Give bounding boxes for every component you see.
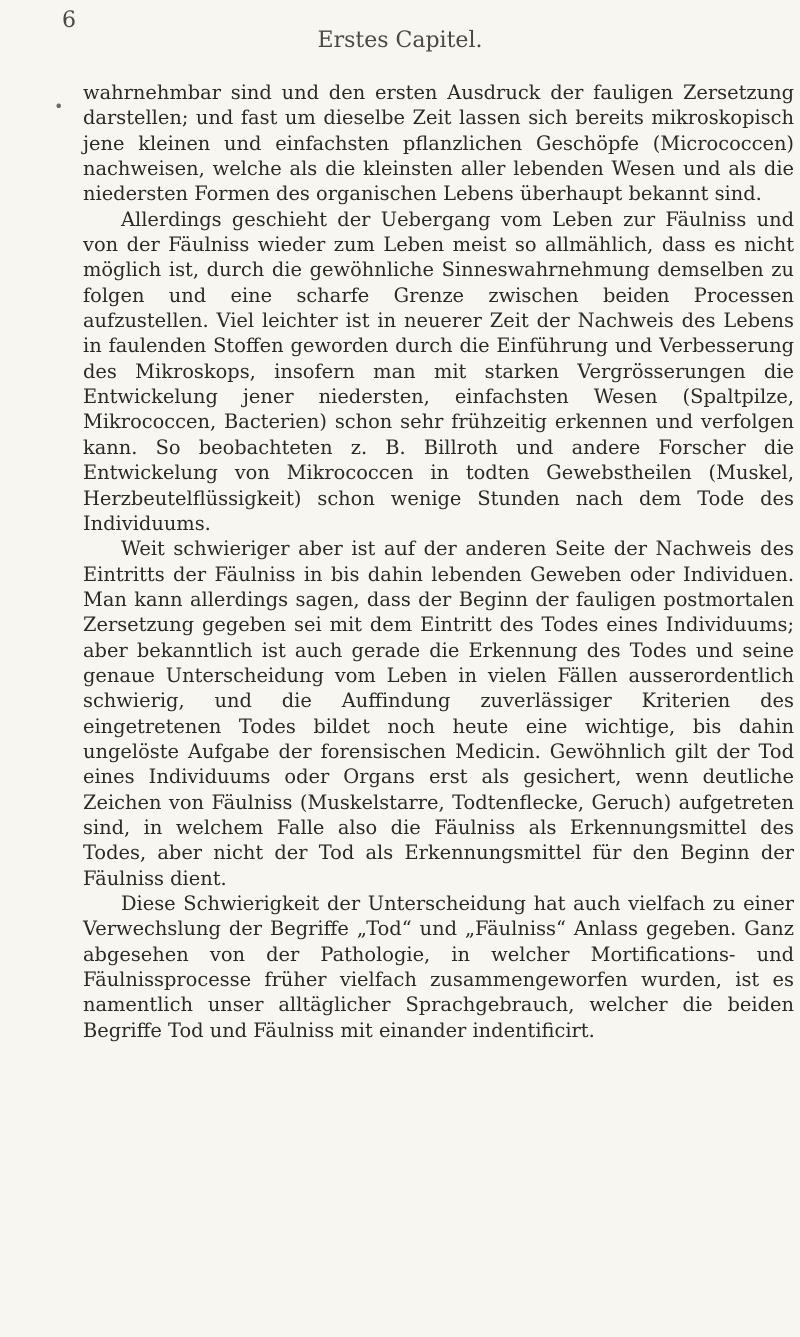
paragraph-2: Allerdings geschieht der Uebergang vom Leben zur Fäulniss und von der Fäulniss wieder zum Leben meist so allmählich, dass es nicht möglich ist, durch die gewöhnliche Sinneswahrnehmung demselben zu folgen und eine scharfe Grenze zwischen beiden Processen aufzustellen. Viel leichter ist in neuerer Zeit der Nachweis des Lebens in faulenden Stoffen geworden durch die Einführung und Verbesserung des Mikroskops, insofern man mit starken Vergrösserungen die Entwickelung jener niedersten, einfachsten Wesen (Spaltpilze, Mikrococcen, Bacterien) schon sehr frühzeitig erkennen und verfolgen kann. So beobachteten z. B. Billroth und andere Forscher die Entwickelung von Mikrococcen in todten Gewebstheilen (Muskel, Herzbeutelflüssigkeit) schon wenige Stunden nach dem Tode des Individuums. bbox=[83, 207, 794, 535]
margin-mark: • bbox=[54, 97, 64, 116]
running-title: Erstes Capitel. bbox=[317, 28, 483, 53]
body-text bbox=[83, 80, 794, 1043]
paragraph-4: Diese Schwierigkeit der Unterscheidung hat auch vielfach zu einer Verwechslung der Begriffe „Tod“ und „Fäulniss“ Anlass gegeben. Ganz abgesehen von der Pathologie, in welcher Mortifications- und Fäulnissprocesse früher vielfach zusammengeworfen wurden, ist es namentlich unser alltäglicher Sprachgebrauch, welcher die beiden Begriffe Tod und Fäulniss mit einander indentificirt. bbox=[83, 892, 794, 1042]
page-number: 6 bbox=[62, 8, 76, 33]
paragraph-3: Weit schwieriger aber ist auf der anderen Seite der Nachweis des Eintritts der Fäulniss in bis dahin lebenden Geweben oder Individuen. Man kann allerdings sagen, dass der Beginn der fauligen postmortalen Zersetzung gegeben sei mit dem Eintritt des Todes eines Individuums; aber bekanntlich ist auch gerade die Erkennung des Todes und seine genaue Unterscheidung vom Leben in vielen Fällen ausserordentlich schwierig, und die Auffindung zuverlässiger Kriterien des eingetretenen Todes bildet noch heute eine wichtige, bis dahin ungelöste Aufgabe der forensischen Medicin. Gewöhnlich gilt der Tod eines Individuums oder Organs erst als gesichert, wenn deutliche Zeichen von Fäulniss (Muskelstarre, Todtenflecke, Geruch) aufgetreten sind, in welchem Falle also die Fäulniss als Erkennungsmittel des Todes, aber nicht der Tod als Erkennungsmittel für den Beginn der Fäulniss dient. bbox=[83, 537, 794, 890]
paragraph-1: wahrnehmbar sind und den ersten Ausdruck der fauligen Zersetzung darstellen; und fast um dieselbe Zeit lassen sich bereits mikroskopisch jene kleinen und einfachsten pflanzlichen Geschöpfe (Micrococcen) nachweisen, welche als die kleinsten aller lebenden Wesen und als die niedersten Formen des organischen Lebens überhaupt bekannt sind. bbox=[83, 81, 794, 206]
